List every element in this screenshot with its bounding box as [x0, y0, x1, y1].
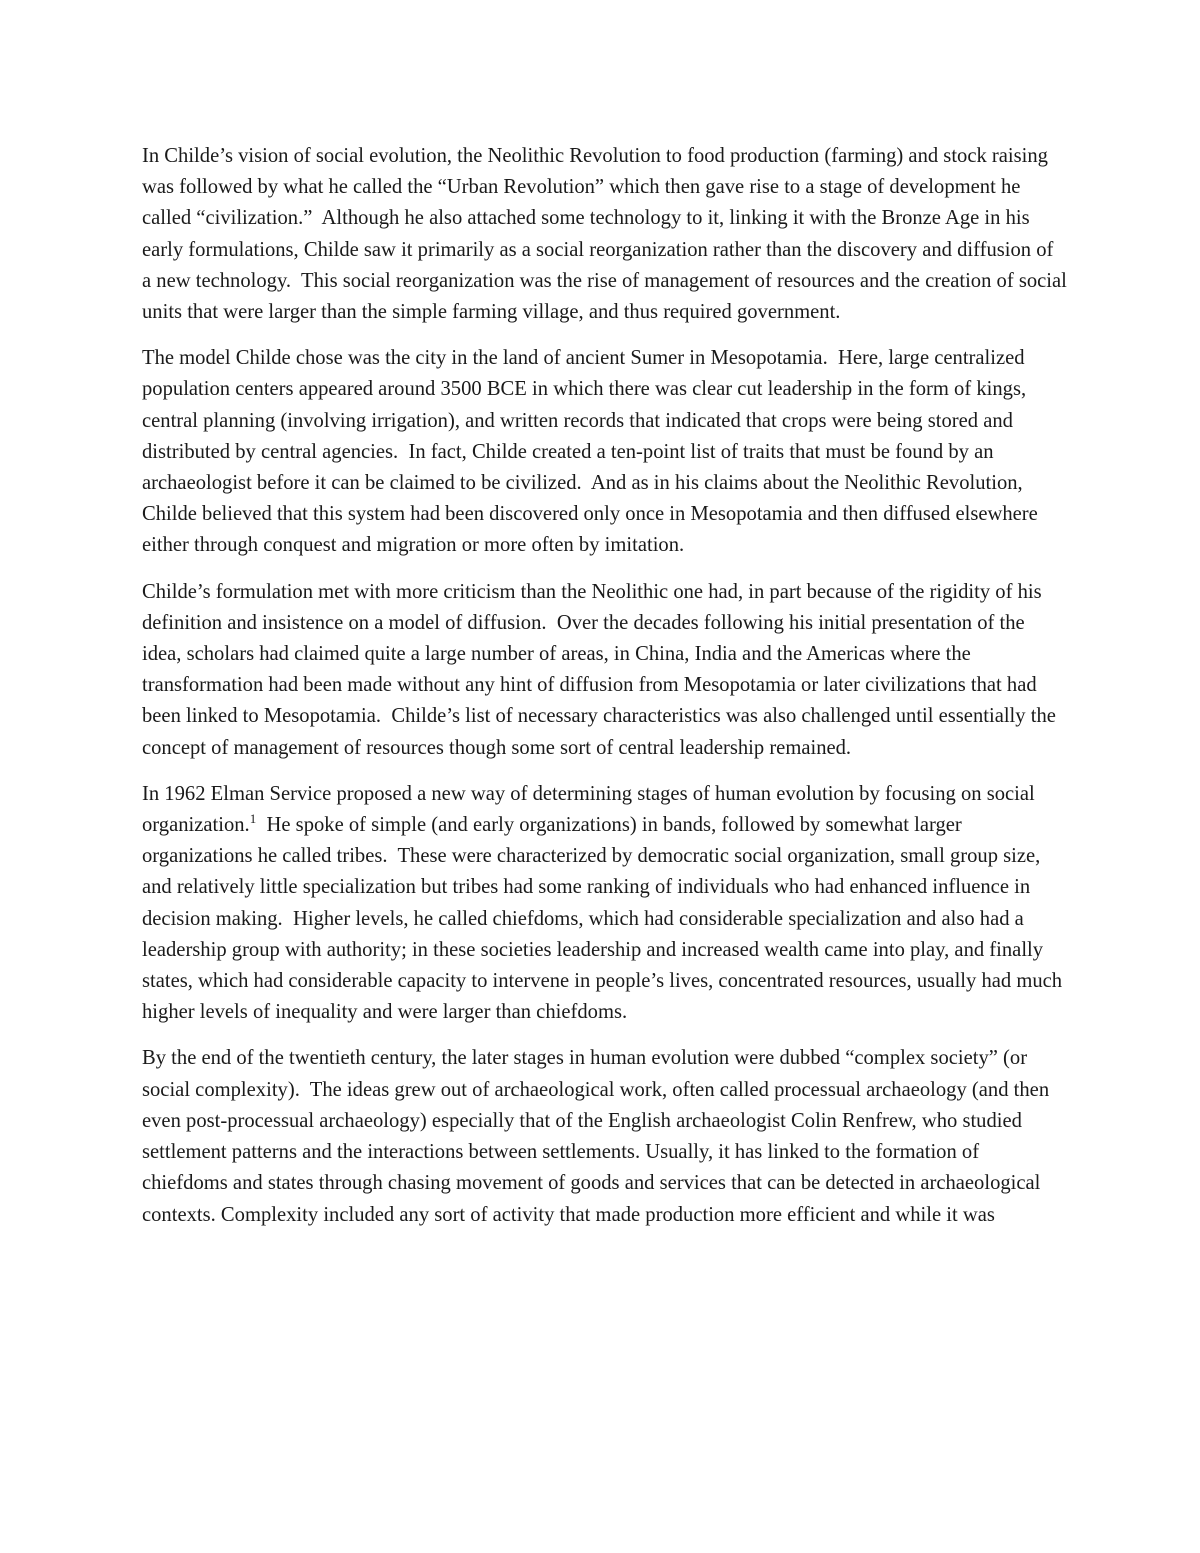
paragraph-complex-society	[142, 1043, 1067, 1230]
paragraph-criticism	[142, 577, 1067, 764]
footnote-reference[interactable]: 1	[249, 811, 257, 827]
document-body	[142, 141, 1073, 1246]
paragraph-sumer-model	[142, 343, 1067, 561]
paragraph-childe-vision	[142, 141, 1073, 328]
paragraph-text: In Childe’s vision of social evolution, the Neolithic Revolution to food production (farming) and stock raising was followed by what he called the “Urban Revolution” which then gave rise to a stage of development he called “civilization.” Although he also attached some technology to it, linking it with the Bronze Age in his early formulations, Childe saw it primarily as a social reorganization rather than the discovery and diffusion of a new technology. This social reorganization was the rise of management of resources and the creation of social units that were larger than the simple farming village, and thus required government.	[142, 145, 1073, 324]
paragraph-text: He spoke of simple (and early organizations) in bands, followed by somewhat larger organizations he called tribes. These were characterized by democratic social organization, small group size, and relatively little specialization but tribes had some ranking of individuals who had enhanced influence in decision making. Higher levels, he called chiefdoms, which had considerable specialization and also had a leadership group with authority; in these societies leadership and increased wealth came into play, and finally states, which had considerable capacity to intervene in people’s lives, concentrated resources, usually had much higher levels of inequality and were larger than chiefdoms.	[142, 814, 1068, 1024]
paragraph-text: The model Childe chose was the city in the land of ancient Sumer in Mesopotamia. Here, large centralized population centers appeared around 3500 BCE in which there was clear cut leadership in the form of kings, central planning (involving irrigation), and written records that indicated that crops were being stored and distributed by central agencies. In fact, Childe created a ten-point list of traits that must be found by an archaeologist before it can be claimed to be civilized. And as in his claims about the Neolithic Revolution, Childe believed that this system had been discovered only once in Mesopotamia and then diffused elsewhere either through conquest and migration or more often by imitation.	[142, 347, 1043, 557]
paragraph-text: Childe’s formulation met with more criticism than the Neolithic one had, in part because of the rigidity of his definition and insistence on a model of diffusion. Over the decades following his initial presentation of the idea, scholars had claimed quite a large number of areas, in China, India and the Americas where the transformation had been made without any hint of diffusion from Mesopotamia or later civilizations that had been linked to Mesopotamia. Childe’s list of necessary characteristics was also challenged until essentially the concept of management of resources though some sort of central leadership remained.	[142, 580, 1062, 759]
paragraph-text: In 1962 Elman Service proposed a new way of determining stages of human evolution by focusing on social organization.	[142, 782, 1040, 837]
paragraph-text: By the end of the twentieth century, the later stages in human evolution were dubbed “complex society” (or social complexity). The ideas grew out of archaeological work, often called processual archaeology (and then even post-processual archaeology) especially that of the English archaeologist Colin Renfrew, who studied settlement patterns and the interactions between settlements. Usually, it has linked to the formation of chiefdoms and states through chasing movement of goods and services that can be detected in archaeological contexts. Complexity included any sort of activity that made production more efficient and while it was	[142, 1047, 1055, 1226]
paragraph-elman-service	[142, 779, 1067, 1029]
